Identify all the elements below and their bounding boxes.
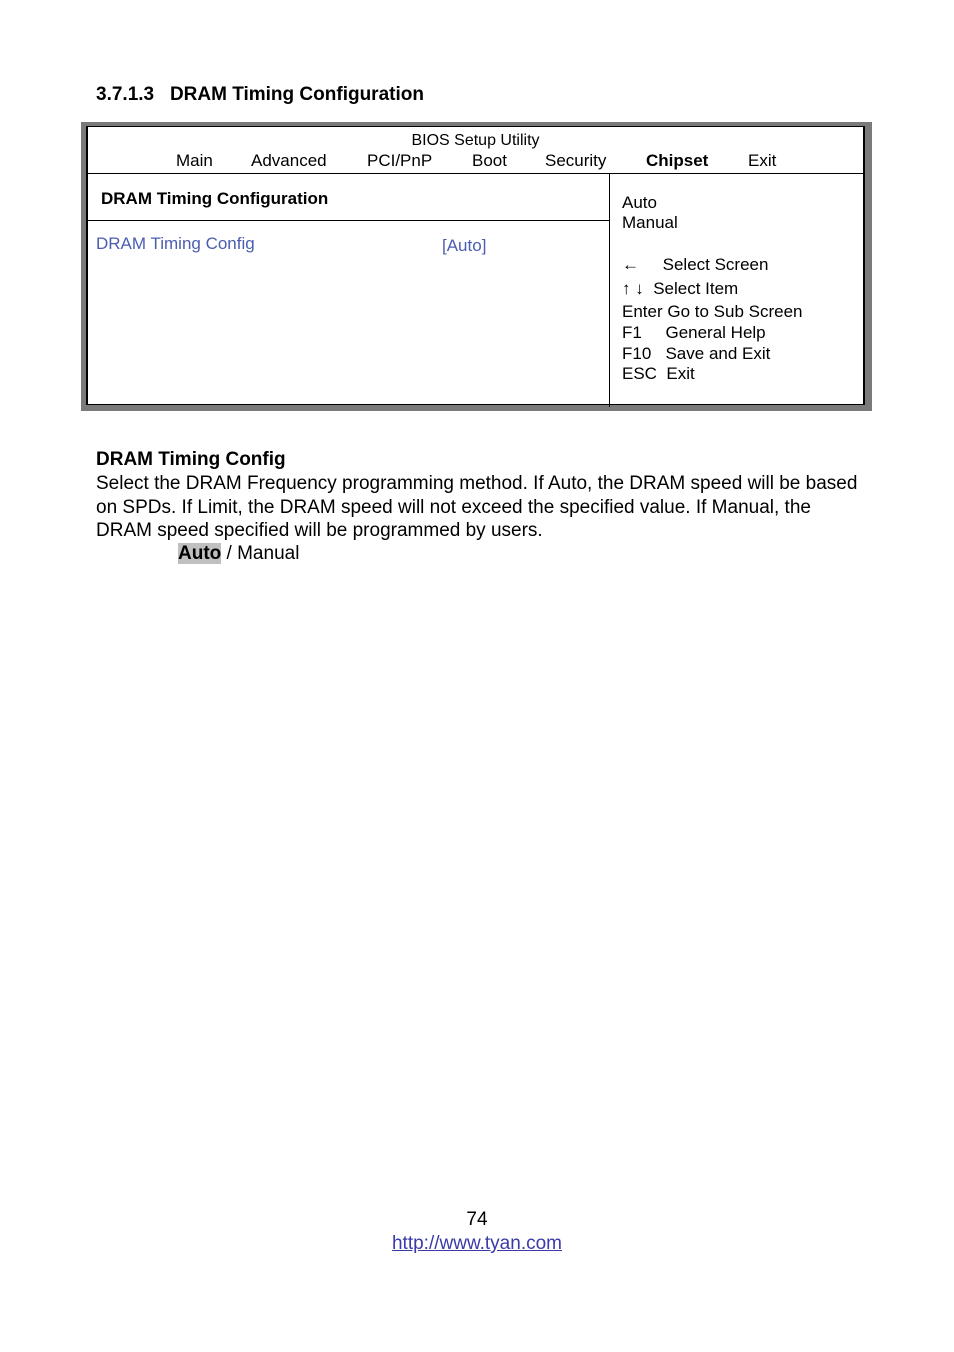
section-number: 3.7.1.3 bbox=[96, 84, 155, 105]
panel-title-divider bbox=[88, 220, 609, 221]
section-heading bbox=[96, 84, 424, 106]
key-help-row: ← Select Screen bbox=[622, 255, 769, 274]
key-help-row: F1 General Help bbox=[622, 323, 766, 342]
other-option: Manual bbox=[237, 543, 300, 564]
description-title: DRAM Timing Config bbox=[96, 449, 286, 470]
section-title: DRAM Timing Configuration bbox=[169, 84, 424, 105]
left-arrow-icon: ← bbox=[622, 255, 639, 274]
key-help-row: Enter Go to Sub Screen bbox=[622, 302, 803, 321]
up-down-arrow-icon: ↑ ↓ bbox=[622, 279, 644, 298]
panel-title: DRAM Timing Configuration bbox=[101, 189, 329, 208]
menu-security[interactable]: Security bbox=[545, 151, 607, 170]
menu-main[interactable]: Main bbox=[176, 151, 213, 170]
footer-link-wrap bbox=[0, 1233, 954, 1255]
key-help-row: ↑ ↓ Select Item bbox=[622, 279, 739, 298]
option-list: Auto / Manual bbox=[178, 543, 300, 564]
page-number: 74 bbox=[466, 1209, 488, 1230]
description-body: Select the DRAM Frequency programming method. If Auto, the DRAM speed will be based on SPDs. If Limit, the DRAM speed will not exceed the specified value. If Manual, the DRAM speed specified will be programmed by users. bbox=[96, 473, 858, 542]
menu-chipset[interactable]: Chipset bbox=[646, 151, 709, 170]
footer-link[interactable]: http://www.tyan.com bbox=[391, 1233, 562, 1254]
key-help-row: ESC Exit bbox=[622, 364, 695, 383]
pane-divider bbox=[609, 173, 610, 407]
setting-value[interactable]: [Auto] bbox=[442, 236, 487, 255]
option-manual: Manual bbox=[622, 213, 678, 232]
menu-divider bbox=[88, 173, 863, 174]
option-auto: Auto bbox=[622, 193, 657, 212]
setting-dram-timing-config[interactable]: DRAM Timing Config bbox=[96, 234, 255, 253]
menu-pci-pnp[interactable]: PCI/PnP bbox=[367, 151, 433, 170]
bios-screenshot bbox=[81, 122, 872, 411]
menu-boot[interactable]: Boot bbox=[472, 151, 507, 170]
menu-exit[interactable]: Exit bbox=[748, 151, 777, 170]
bios-title: BIOS Setup Utility bbox=[411, 132, 540, 149]
default-option: Auto bbox=[178, 543, 222, 564]
menu-advanced[interactable]: Advanced bbox=[251, 151, 327, 170]
bios-window bbox=[86, 126, 865, 405]
key-help-row: F10 Save and Exit bbox=[622, 344, 771, 363]
